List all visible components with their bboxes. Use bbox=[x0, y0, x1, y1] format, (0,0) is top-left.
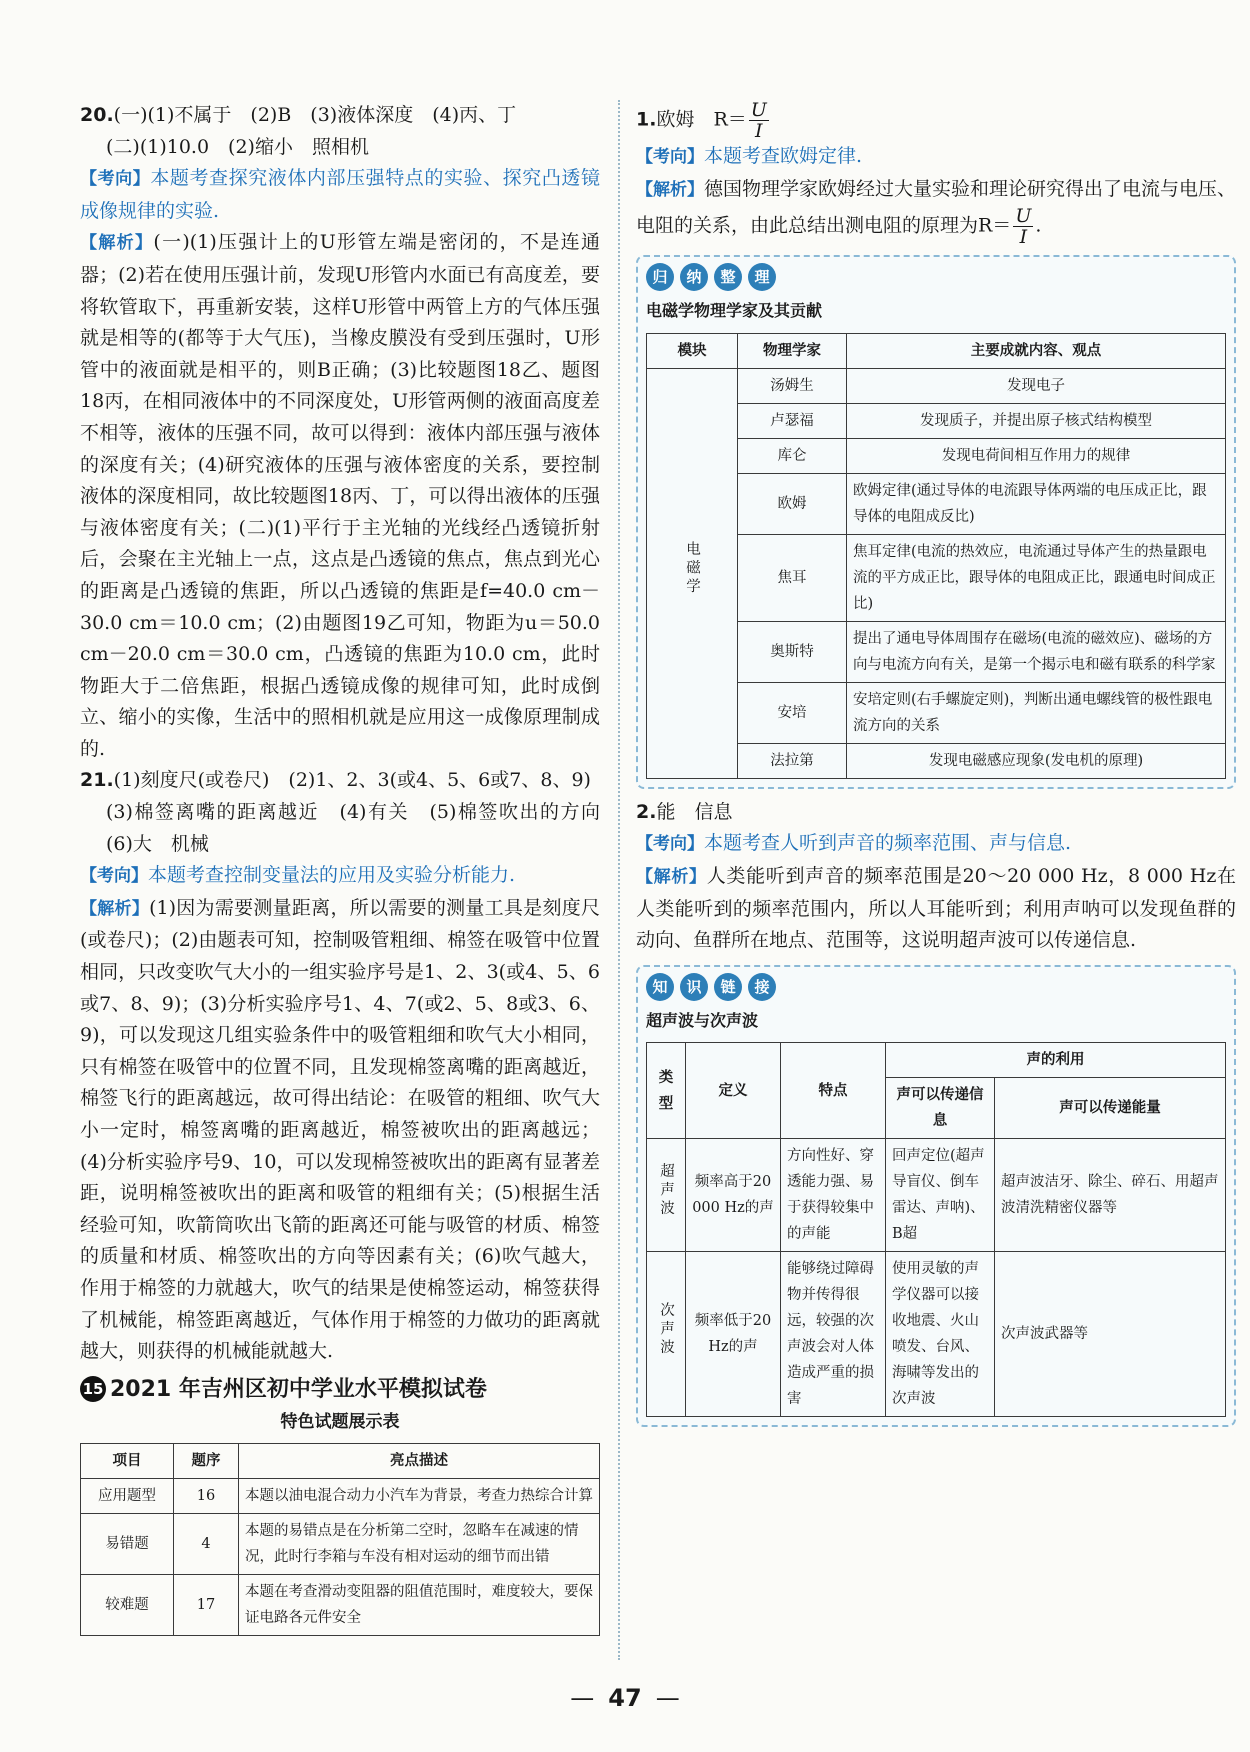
physicist-table-header bbox=[647, 333, 1226, 368]
summary-box-header bbox=[646, 263, 1226, 291]
fraction-numerator: U bbox=[750, 99, 767, 121]
table-cell: 发现电磁感应现象(发电机的原理) bbox=[847, 743, 1226, 778]
fraction-denominator: I bbox=[1019, 226, 1028, 249]
table-cell: 焦耳 bbox=[738, 534, 847, 621]
table-cell: 发现电荷间相互作用力的规律 bbox=[847, 438, 1226, 473]
table-row bbox=[647, 1139, 1226, 1252]
q20-answer-line1 bbox=[80, 100, 600, 132]
ohm-fraction bbox=[749, 100, 769, 141]
col-definition: 定义 bbox=[686, 1043, 781, 1139]
section-title: 2021 年吉州区初中学业水平模拟试卷 bbox=[110, 1376, 487, 1402]
q20-answer-text1: (一)(1)不属于 (2)B (3)液体深度 (4)丙、丁 bbox=[113, 104, 517, 126]
q2-answer bbox=[636, 797, 1236, 829]
bubble-char: 接 bbox=[748, 973, 776, 1001]
table-row bbox=[81, 1513, 600, 1574]
bubble-char: 归 bbox=[646, 263, 674, 291]
feature-col-desc: 亮点描述 bbox=[239, 1443, 600, 1478]
col-module: 模块 bbox=[647, 333, 738, 368]
table-cell: 能够绕过障碍物并传得很远，较强的次声波会对人体造成严重的损害 bbox=[781, 1252, 886, 1417]
page-footer bbox=[0, 1684, 1250, 1712]
q1-kaoxiang-text: 本题考查欧姆定律. bbox=[704, 145, 863, 167]
summary-box bbox=[636, 255, 1236, 789]
bubble-char: 链 bbox=[714, 973, 742, 1001]
table-cell bbox=[647, 1139, 686, 1252]
q21-answer-line2: (3)棉签离嘴的距离越近 (4)有关 (5)棉签吹出的方向 (6)大 机械 bbox=[106, 801, 620, 855]
table-cell bbox=[647, 1252, 686, 1417]
table-cell: 超声波洁牙、除尘、碎石、用超声波清洗精密仪器等 bbox=[995, 1139, 1226, 1252]
jiexi-tag: 【解析】 bbox=[636, 179, 704, 200]
knowledge-box bbox=[636, 965, 1236, 1428]
q20-number: 20. bbox=[80, 104, 114, 126]
feature-col-item: 项目 bbox=[81, 1443, 174, 1478]
table-cell: 频率高于20 000 Hz的声 bbox=[686, 1139, 781, 1252]
table-cell: 使用灵敏的声学仪器可以接收地震、火山喷发、台风、海啸等发出的次声波 bbox=[886, 1252, 995, 1417]
table-cell: 次声波武器等 bbox=[995, 1252, 1226, 1417]
table-cell: 回声定位(超声导盲仪、倒车雷达、声呐)、B超 bbox=[886, 1139, 995, 1252]
type-label: 超声波 bbox=[658, 1163, 674, 1219]
summary-box-title: 电磁学物理学家及其贡献 bbox=[646, 301, 823, 321]
q20-jiexi bbox=[80, 227, 600, 765]
fraction-numerator: U bbox=[1015, 205, 1032, 228]
table-cell: 焦耳定律(电流的热效应，电流通过导体产生的热量跟电流的平方成正比，跟导体的电阻成正比，跟通电时间成正比) bbox=[847, 534, 1226, 621]
q21-jiexi-text: (1)因为需要测量距离，所以需要的测量工具是刻度尺(或卷尺)；(2)由题表可知，控制吸管粗细、棉签在吸管中位置相同，只改变吹气大小的一组实验序号是1、2、3(或4、5、6或7、8、9)；(3)分析实验序号1、4、7(或2、5、8或3、6、9)，可以发现这几组实验条件中的吸管粗细和吹气大小相同，只有棉签在吸管中的位置不同，且发现棉签离嘴的距离越近，棉签飞行的距离越远，故可得出结论：在吸管的粗细、吹气大小一定时，棉签离嘴的距离越近，棉签被吹出的距离越远；(4)分析实验序号9、10，可以发现棉签被吹出的距离有显著差距，说明棉签被吹出的距离和吸管的粗细有关；(5)根据生活经验可知，吹箭筒吹出飞箭的距离还可能与吸管的材质、棉签的质量和材质、棉签吹出的方向等因素有关；(6)吹气越大，作用于棉签的力就越大，吹气的结果是使棉签运动，棉签获得了机械能，棉签距离越近，气体作用于棉签的力做功的距离就越大，则获得的机械能就越大. bbox=[80, 896, 600, 1363]
col-achievement: 主要成就内容、观点 bbox=[847, 333, 1226, 368]
q1-jiexi-end: . bbox=[1035, 214, 1042, 237]
table-cell: 发现质子，并提出原子核式结构模型 bbox=[847, 403, 1226, 438]
type-label: 次声波 bbox=[658, 1302, 674, 1358]
q21-kaoxiang bbox=[80, 860, 600, 893]
table-cell: 频率低于20 Hz的声 bbox=[686, 1252, 781, 1417]
jiexi-tag: 【解析】 bbox=[636, 866, 707, 887]
table-row bbox=[81, 1574, 600, 1635]
table-cell: 欧姆定律(通过导体的电流跟导体两端的电压成正比，跟导体的电阻成反比) bbox=[847, 473, 1226, 534]
table-cell: 欧姆 bbox=[738, 473, 847, 534]
q1-kaoxiang bbox=[636, 141, 1236, 174]
table-cell: 4 bbox=[174, 1513, 239, 1574]
kaoxiang-tag: 【考向】 bbox=[636, 147, 704, 167]
q1-answer-text: 欧姆 R＝ bbox=[656, 108, 747, 131]
bubble-char: 整 bbox=[714, 263, 742, 291]
q1-number: 1. bbox=[636, 108, 657, 131]
ohm-fraction bbox=[1013, 206, 1033, 247]
table-cell: 安培 bbox=[738, 682, 847, 743]
table-cell: 16 bbox=[174, 1478, 239, 1513]
q1-jiexi-text: 德国物理学家欧姆经过大量实验和理论研究得出了电流与电压、电阻的关系，由此总结出测电阻的原理为R＝ bbox=[636, 177, 1237, 237]
table-cell: 本题的易错点是在分析第二空时，忽略车在减速的情况，此时行李箱与车没有相对运动的细节而出错 bbox=[239, 1513, 600, 1574]
table-cell: 较难题 bbox=[81, 1574, 174, 1635]
q21-answer-line1 bbox=[80, 765, 600, 797]
section-number-badge: 15 bbox=[80, 1376, 106, 1402]
table-row bbox=[647, 1252, 1226, 1417]
column-divider bbox=[618, 100, 620, 1660]
table-subtitle: 特色试题展示表 bbox=[280, 1412, 400, 1433]
col-usage-energy: 声可以传递能量 bbox=[995, 1078, 1226, 1139]
table-row bbox=[81, 1478, 600, 1513]
col-type-label: 类型 bbox=[658, 1069, 674, 1112]
module-cell bbox=[647, 368, 738, 778]
col-usage-info: 声可以传递信息 bbox=[886, 1078, 995, 1139]
sound-table-header1 bbox=[647, 1043, 1226, 1078]
q2-jiexi-text: 人类能听到声音的频率范围是20～20 000 Hz，8 000 Hz在人类能听到的频率范围内，所以人耳能听到；利用声呐可以发现鱼群的动向、鱼群所在地点、范围等，这说明超声波可以传递信息. bbox=[636, 864, 1237, 952]
col-usage: 声的利用 bbox=[886, 1043, 1226, 1078]
feature-col-number: 题序 bbox=[174, 1443, 239, 1478]
table-cell: 应用题型 bbox=[81, 1478, 174, 1513]
table-cell: 奥斯特 bbox=[738, 621, 847, 682]
table-cell: 提出了通电导体周围存在磁场(电流的磁效应)、磁场的方向与电流方向有关，是第一个揭示电和磁有联系的科学家 bbox=[847, 621, 1226, 682]
q2-jiexi bbox=[636, 861, 1236, 957]
page-number: 47 bbox=[608, 1684, 642, 1712]
knowledge-box-header bbox=[646, 973, 1226, 1001]
q20-answer-line2: (二)(1)10.0 (2)缩小 照相机 bbox=[106, 135, 369, 158]
bubble-char: 知 bbox=[646, 973, 674, 1001]
section-heading bbox=[80, 1374, 600, 1406]
kaoxiang-tag: 【考向】 bbox=[80, 866, 148, 887]
table-cell: 17 bbox=[174, 1574, 239, 1635]
table-cell: 本题以油电混合动力小汽车为背景，考查力热综合计算 bbox=[239, 1478, 600, 1513]
table-cell: 安培定则(右手螺旋定则)，判断出通电螺线管的极性跟电流方向的关系 bbox=[847, 682, 1226, 743]
bubble-char: 理 bbox=[748, 263, 776, 291]
feature-table bbox=[80, 1443, 600, 1636]
q20-jiexi-text: (一)(1)压强计上的U形管左端是密闭的，不是连通器；(2)若在使用压强计前，发现U形管内水面已有高度差，要将软管取下，再重新安装，这样U形管中两管上方的气体压强就是相等的(都等于大气压)，当橡皮膜没有受到压强时，U形管中的液面就是相平的，则B正确；(3)比较题图18乙、题图18丙，在相同液体中的不同深度处，U形管两侧的液面高度差不相等，液体的压强不同，故可以得到：液体内部压强与液体的深度有关；(4)研究液体的压强与液体密度的关系，要控制液体的深度相同，故比较题图18丙、丁，可以得出液体的压强与液体密度有关；(二)(1)平行于主光轴的光线经凸透镜折射后，会聚在主光轴上一点，这点是凸透镜的焦点，焦点到光心的距离是凸透镜的焦距，所以凸透镜的焦距是f=40.0 cm－30.0 cm＝10.0 cm；(2)由题图19乙可知，物距为u＝50.0 cm－20.0 cm＝30.0 cm，凸透镜的焦距为10.0 cm，此时物距大于二倍焦距，根据凸透镜成像的规律可知，此时成倒立、缩小的实像，生活中的照相机就是应用这一成像原理制成的. bbox=[80, 231, 600, 760]
bubble-char: 识 bbox=[680, 973, 708, 1001]
q2-kaoxiang-text: 本题考查人听到声音的频率范围、声与信息. bbox=[704, 832, 1072, 855]
right-column bbox=[636, 100, 1236, 1435]
table-cell: 发现电子 bbox=[847, 368, 1226, 403]
col-physicist: 物理学家 bbox=[738, 333, 847, 368]
feature-table-header bbox=[81, 1443, 600, 1478]
footer-dash-left: — bbox=[570, 1684, 595, 1712]
q20-kaoxiang bbox=[80, 163, 600, 227]
sound-table bbox=[646, 1042, 1226, 1417]
jiexi-tag: 【解析】 bbox=[80, 898, 150, 919]
footer-dash-right: — bbox=[655, 1684, 680, 1712]
q20-kaoxiang-text: 本题考查探究液体内部压强特点的实验、探究凸透镜成像规律的实验. bbox=[80, 167, 600, 222]
module-label: 电磁学 bbox=[684, 541, 700, 597]
table-cell: 本题在考查滑动变阻器的阻值范围时，难度较大，要保证电路各元件安全 bbox=[239, 1574, 600, 1635]
table-cell: 库仑 bbox=[738, 438, 847, 473]
kaoxiang-tag: 【考向】 bbox=[636, 834, 704, 855]
jiexi-tag: 【解析】 bbox=[80, 233, 154, 254]
table-cell: 方向性好、穿透能力强、易于获得较集中的声能 bbox=[781, 1139, 886, 1252]
table-cell: 卢瑟福 bbox=[738, 403, 847, 438]
q2-number: 2. bbox=[636, 800, 657, 823]
table-cell: 汤姆生 bbox=[738, 368, 847, 403]
col-features: 特点 bbox=[781, 1043, 886, 1139]
left-column bbox=[80, 100, 620, 1636]
table-cell: 易错题 bbox=[81, 1513, 174, 1574]
q1-answer bbox=[636, 100, 1236, 141]
q21-kaoxiang-text: 本题考查控制变量法的应用及实验分析能力. bbox=[148, 864, 516, 887]
knowledge-box-title: 超声波与次声波 bbox=[646, 1010, 759, 1030]
q21-jiexi bbox=[80, 893, 600, 1368]
q21-number: 21. bbox=[80, 769, 114, 792]
fraction-denominator: I bbox=[755, 120, 763, 142]
q1-jiexi bbox=[636, 174, 1236, 248]
q2-answer-text: 能 信息 bbox=[656, 800, 733, 823]
q21-answer-text1: (1)刻度尺(或卷尺) (2)1、2、3(或4、5、6或7、8、9) bbox=[113, 769, 591, 792]
kaoxiang-tag: 【考向】 bbox=[80, 169, 151, 190]
bubble-char: 纳 bbox=[680, 263, 708, 291]
physicist-table bbox=[646, 333, 1226, 779]
col-type bbox=[647, 1043, 686, 1139]
table-cell: 法拉第 bbox=[738, 743, 847, 778]
q2-kaoxiang bbox=[636, 828, 1236, 861]
table-row bbox=[647, 368, 1226, 403]
